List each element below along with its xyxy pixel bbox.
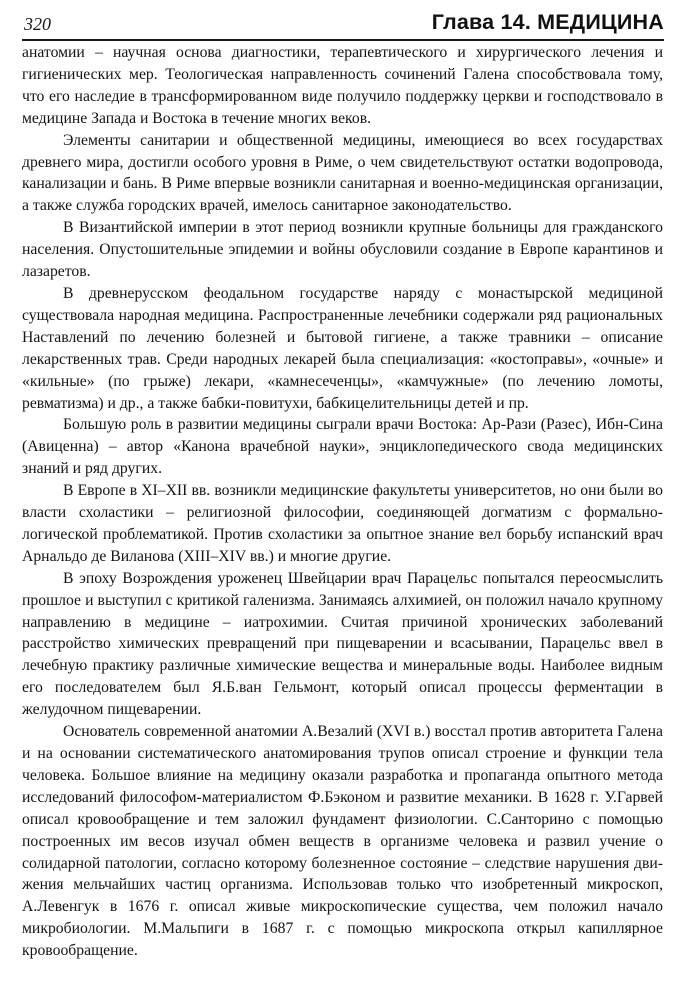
paragraph-eastern-physicians: Большую роль в развитии медицины сыграли врачи Востока: Ар-Рази (Разес), Ибн-Сина (Авиценна) – автор «Канона врачебной науки», энциклопедического свода медицинских знаний и ряд других. <box>22 416 663 478</box>
body-text <box>22 42 663 962</box>
paragraph-european-universities: В Европе в XI–XII вв. возникли медицинские факультеты университетов, но они были во власти схоластики – религиозной философии, соединяющей догматизм с формально-логической проблематикой. Против схоластики за опытное знание вел борьбу испанский врач Арнальдо де Виланова (XIII–XIV вв.) и многие другие. <box>22 482 663 565</box>
paragraph-vesalius: Основатель современной анатомии А.Везалий (XVI в.) восстал против авторитета Галена и на основании систематического анатомирования трупов описал строение и функции тела человека. Большое влияние на медицину оказали разработка и пропаганда опытного метода исследований философом-материалистом Ф.Бэконом и развитие механики. В 1628 г. У.Гарвей описал кровообращение и тем заложил фундамент физиологии. С.Санторино с помощью построенных им весов изучал обмен веществ в организме человека и развил учение о солидарной патологии, согласно которому болезненное состояние – следствие нарушения движения мельчайших частиц организма. Использовав только что изобретенный микроскоп, А.Левенгук в 1676 г. описал живые микроскопические существа, чем положил начало микробиологии. М.Мальпиги в 1687 г. с помощью микроскопа открыл капиллярное кровообращение. <box>22 723 663 960</box>
paragraph-galen-continued: анатомии – научная основа диагностики, терапевтического и хирургического лечения и гигиенических мер. Теологическая направленность сочинений Галена способствовала тому, что его наследие в трансформированном виде получило поддержку церкви и господствовало в медицине Запада и Востока в течение многих веков. <box>22 44 663 127</box>
chapter-title: Глава 14. МЕДИЦИНА <box>431 10 664 34</box>
paragraph-old-russian-medicine: В древнерусском феодальном государстве наряду с монастырской медициной существовала народная медицина. Распространенные лечебники содержали ряд рациональных Наставлений по лечению болезней и бытовой гигиене, а также травники – описание лекарственных трав. Среди народных лекарей была специализация: «костоправы», «очные» и «кильные» (по грыже) лекари, «камнесеченцы», «камчужные» (по лечению ломоты, ревматизма) и др., а также бабки-повитухи, бабкицелительницы детей и пр. <box>22 284 663 412</box>
page-number: 320 <box>24 14 51 34</box>
paragraph-paracelsus: В эпоху Возрождения уроженец Швейцарии врач Парацельс попытался переосмыслить прошлое и выступил с критикой галенизма. Занимаясь алхимией, он положил начало крупному направлению в медицине – иатрохимии. Считая причиной хронических заболеваний расстройство химических превращений при пищеварении и всасывании, Парацельс ввел в лечебную практику различные химические вещества и минеральные воды. Наиболее видным его последователем был Я.Б.ван Гельмонт, который описал процессы ферментации в желудочном пищеварении. <box>22 569 663 719</box>
paragraph-byzantium: В Византийской империи в этот период возникли крупные больницы для гражданского населения. Опустошительные эпидемии и войны обусловили создание в Европе карантинов и лазаретов. <box>22 219 663 281</box>
running-header <box>22 9 664 41</box>
paragraph-rome-sanitation: Элементы санитарии и общественной медицины, имеющиеся во всех государствах древнего мира, достигли особого уровня в Риме, о чем свидетельствуют остатки водопровода, канализации и бань. В Риме впервые возникли санитарная и военно-медицинская организации, а также служба городских врачей, имелось санитарное законодательство. <box>22 131 663 215</box>
